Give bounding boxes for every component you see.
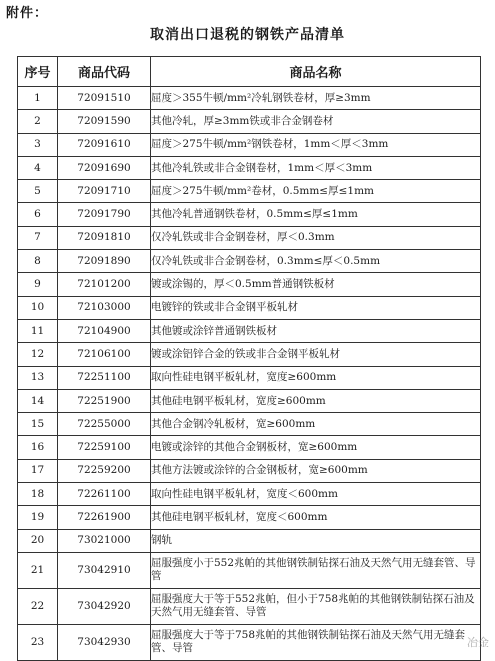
table-row — [18, 389, 481, 412]
commodity-name: 其他冷轧铁或非合金钢卷材，1mm＜厚＜3mm — [151, 156, 481, 179]
table-row — [18, 156, 481, 179]
commodity-code: 72255000 — [58, 413, 151, 436]
table-row — [18, 343, 481, 366]
commodity-name: 其他冷轧普通钢铁卷材，0.5mm≤厚≤1mm — [151, 203, 481, 226]
commodity-code: 72103000 — [58, 296, 151, 319]
row-number: 4 — [18, 156, 58, 179]
table-row — [18, 273, 481, 296]
commodity-name: 其他方法镀或涂锌的合金钢板材，宽≥600mm — [151, 459, 481, 482]
commodity-code: 72091510 — [58, 87, 151, 110]
table-row — [18, 459, 481, 482]
commodity-name: 屈服强度大于等于552兆帕，但小于758兆帕的其他钢铁制钻探石油及天然气用无缝套管、导管 — [151, 588, 481, 624]
attachment-label: 附件： — [6, 6, 49, 21]
commodity-name: 电镀或涂锌的其他合金钢板材，宽≥600mm — [151, 436, 481, 459]
table-row — [18, 319, 481, 342]
row-number: 18 — [18, 483, 58, 506]
table-row — [18, 366, 481, 389]
row-number: 15 — [18, 413, 58, 436]
document-title: 取消出口退税的钢铁产品清单 — [150, 27, 345, 43]
row-number: 14 — [18, 389, 58, 412]
table-row — [18, 624, 481, 660]
product-list-table — [17, 56, 481, 661]
commodity-code: 72091590 — [58, 110, 151, 133]
row-number: 23 — [18, 624, 58, 660]
commodity-name: 取向性硅电钢平板轧材，宽度＜600mm — [151, 483, 481, 506]
commodity-name: 镀或涂铝锌合金的铁或非合金钢平板轧材 — [151, 343, 481, 366]
table-row — [18, 203, 481, 226]
commodity-name: 电镀锌的铁或非合金钢平板轧材 — [151, 296, 481, 319]
row-number: 17 — [18, 459, 58, 482]
commodity-name: 取向性硅电钢平板轧材，宽度≥600mm — [151, 366, 481, 389]
commodity-name: 仅冷轧铁或非合金钢卷材，厚＜0.3mm — [151, 226, 481, 249]
table-row — [18, 483, 481, 506]
table-header-row — [18, 57, 481, 87]
row-number: 11 — [18, 319, 58, 342]
commodity-code: 72251900 — [58, 389, 151, 412]
commodity-code: 73042910 — [58, 552, 151, 588]
table-row — [18, 226, 481, 249]
row-number: 19 — [18, 506, 58, 529]
commodity-code: 72101200 — [58, 273, 151, 296]
commodity-code: 72104900 — [58, 319, 151, 342]
commodity-name: 仅冷轧铁或非合金钢卷材，0.3mm≤厚＜0.5mm — [151, 250, 481, 273]
commodity-code: 73042920 — [58, 588, 151, 624]
commodity-code: 72091690 — [58, 156, 151, 179]
commodity-name: 其他镀或涂锌普通钢铁板材 — [151, 319, 481, 342]
commodity-code: 73042930 — [58, 624, 151, 660]
row-number: 21 — [18, 552, 58, 588]
row-number: 7 — [18, 226, 58, 249]
commodity-name: 其他硅电钢平板轧材，宽度≥600mm — [151, 389, 481, 412]
commodity-name: 钢轨 — [151, 529, 481, 552]
table-row — [18, 413, 481, 436]
table-row — [18, 180, 481, 203]
commodity-code: 72106100 — [58, 343, 151, 366]
table-row — [18, 296, 481, 319]
table-row — [18, 529, 481, 552]
commodity-name: 其他合金钢冷轧板材，宽≥600mm — [151, 413, 481, 436]
commodity-code: 72091610 — [58, 133, 151, 156]
table-row — [18, 133, 481, 156]
commodity-name: 屈服强度大于等于758兆帕的其他钢铁制钻探石油及天然气用无缝套管、导管 — [151, 624, 481, 660]
table-row — [18, 87, 481, 110]
commodity-name: 屈度＞275牛顿/mm²卷材，0.5mm≤厚≤1mm — [151, 180, 481, 203]
row-number: 9 — [18, 273, 58, 296]
commodity-code: 72261900 — [58, 506, 151, 529]
commodity-code: 73021000 — [58, 529, 151, 552]
commodity-code: 72091810 — [58, 226, 151, 249]
table-row — [18, 552, 481, 588]
commodity-name: 屈度＞275牛顿/mm²钢铁卷材，1mm＜厚＜3mm — [151, 133, 481, 156]
row-number: 6 — [18, 203, 58, 226]
row-number: 20 — [18, 529, 58, 552]
commodity-code: 72091890 — [58, 250, 151, 273]
commodity-name: 镀或涂锡的，厚＜0.5mm普通钢铁板材 — [151, 273, 481, 296]
row-number: 13 — [18, 366, 58, 389]
commodity-name: 屈度＞355牛顿/mm²冷轧钢铁卷材，厚≥3mm — [151, 87, 481, 110]
commodity-code: 72259200 — [58, 459, 151, 482]
column-header-number: 序号 — [18, 57, 58, 87]
column-header-name: 商品名称 — [151, 57, 481, 87]
commodity-name: 其他硅电钢平板轧材，宽度＜600mm — [151, 506, 481, 529]
row-number: 1 — [18, 87, 58, 110]
row-number: 2 — [18, 110, 58, 133]
commodity-code: 72091710 — [58, 180, 151, 203]
row-number: 8 — [18, 250, 58, 273]
table-row — [18, 250, 481, 273]
watermark: 冶金 — [467, 636, 489, 649]
row-number: 12 — [18, 343, 58, 366]
table-row — [18, 588, 481, 624]
commodity-code: 72261100 — [58, 483, 151, 506]
table-row — [18, 506, 481, 529]
commodity-name: 其他冷轧，厚≥3mm铁或非合金钢卷材 — [151, 110, 481, 133]
table-row — [18, 110, 481, 133]
commodity-code: 72259100 — [58, 436, 151, 459]
table-row — [18, 436, 481, 459]
commodity-name: 屈服强度小于552兆帕的其他钢铁制钻探石油及天然气用无缝套管、导管 — [151, 552, 481, 588]
row-number: 5 — [18, 180, 58, 203]
commodity-code: 72251100 — [58, 366, 151, 389]
row-number: 3 — [18, 133, 58, 156]
commodity-code: 72091790 — [58, 203, 151, 226]
row-number: 16 — [18, 436, 58, 459]
row-number: 22 — [18, 588, 58, 624]
column-header-code: 商品代码 — [58, 57, 151, 87]
row-number: 10 — [18, 296, 58, 319]
